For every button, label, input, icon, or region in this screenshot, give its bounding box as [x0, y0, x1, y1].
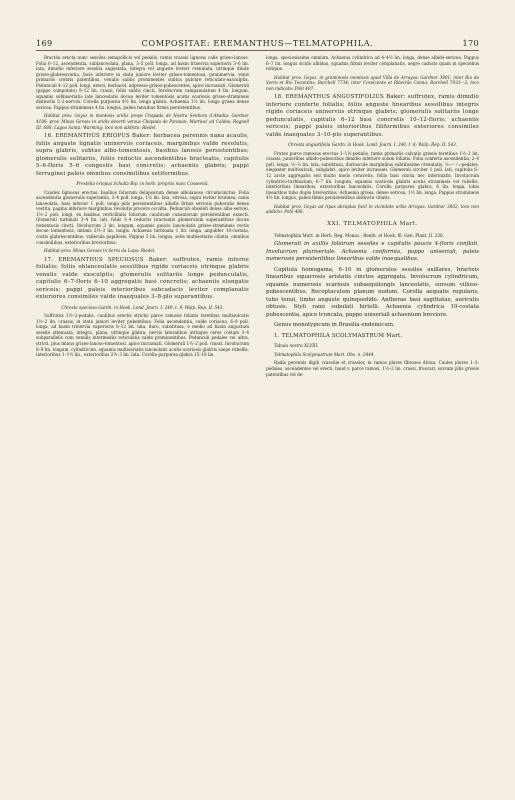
header-rule: [36, 50, 479, 51]
right-column-paragraph: Habitat prov. Goyaz, in graminosis montosis apud Villa de Arrayas: Gardner 3801; inter Rio da Serra et Rio Tocantins: Burchell 7734; inter Coralcante et Ribeirão Canna: Burchell 7933—2; loco non indicato: Pohl 407.: [266, 74, 479, 91]
left-column: [36, 55, 249, 767]
right-column-paragraph: Chresta angustifolia Gardn. in Hook. Lond. Journ. I. 240. t. 8; Walp. Rep. II. 543.: [287, 142, 458, 148]
right-column-paragraph: Radix perennis digiti crassitie et crassior, in ramos plures fibrosos divisa. Caules plures 1–2-pedales, ascendentes vel erecti, haud v. parce ramosi, 1½–2 lin. crassi, fruscari, sursum pilis griseis patentibus vel de-: [266, 360, 479, 377]
running-title: COMPOSITAE: EREMANTHUS—TELMATOPHILA.: [141, 38, 374, 48]
right-column-paragraph: longa, speciosissima omnium. Achaenia cylindrica ad 4–4½ lin. longa, dense albido-sericea. Pappus 6–7 lin. longus sicido albidus, squamis firmis leviter complanatis, aegre caducis quam in speciebus reliquis.: [266, 55, 479, 72]
right-column-paragraph: Capitula homogama, 6–10 in glomerulos sessiles axillares, bracteis linearibus squarrosis aristatis cinctos aggregata. Involucrum cylindricum, squamis numerosis scariosis subaequilongis lanceolatis, sursum villoso-pubescentibus. Receptaculum planum nudum. Corolla aequalis regularis, tubo tenui, limbo anguste quinquedido. Antherae basi sagittatae, auriculis obtusis. Styli rami subulati hirtelli. Achaenia cylindrica 10-costata pubescentia, apice truncata, pappo uniseriali achaenium breviore.: [266, 266, 479, 318]
right-column-paragraph: Tabula nostra XLVIII.: [274, 343, 319, 349]
right-column-paragraph: Frutex parce ramosus erectus 1–1½-pedalis, ramis primariis calvatis griseis teretibus 1½–2 lin. crassis, junioribus albido-pubescibus dimidio inferiore solum foliatis. Folia conferta ascendentia, 2–4 poll. longa, ½–⅔ lin. lata, subobtusa, duriuscule marginibus subtilissime crenulatis, ⅙—¹ ⁄ ₂-pedales, eleganter multisulcati, subglabri, apice leviter incrassati. Glomeruli circiter 1 poll. lati, capitulis 6–12 arcte aggregatis sed multo modo concretis, foliis basi cincta nec intermixtis. Involucrum cylindrico-turbinatum, 6–7 lin. longum, squamis scariosis glabris acutis stramineis vel rubellis, interioribus linearibus, exterioribus lanceolatis. Corolla purpurea glabra, 6 lin. longa, lobis linearibus tubo duplo brevioribus. Achaenia grisea, dense sericea, 1½ lin. longa. Pappus stramineus 4½ lin. longus, paleis fimiis persistentibus distincte ciliatis.: [266, 150, 479, 201]
right-column-paragraph: XXI. TELMATOPHILA Mart.: [327, 220, 418, 227]
right-column: [266, 55, 479, 767]
right-column-paragraph: Telmatophila Mart. in Herb. Reg. Monac.; Benth. et Hook. fil. Gen. Plant. II. 236.: [274, 232, 444, 238]
left-column-paragraph: 17. EREMANTHUS SPECIOSUS Baker: suffrutex, ramis inferne foliatis; foliis oblanceolatis sessilibus rigide coriaceis utrinque glabris venulis valde exsculptis; glomerulis solitariis longe pedunculatis, capitulis 6–7-floris 6–10 aggregatis basi concretis; achaeniis elongatis sericeis; pappi paleis interioribus subcadacis leviter complanatis exteriores consimiles valde inaequales 3–8-plo superantibus.: [36, 256, 249, 301]
page-number-right: 170: [462, 38, 479, 48]
right-column-paragraph: 1. TELMATOPHILA SCOLYMASTRUM Mart.: [274, 332, 403, 339]
left-column-paragraph: Bractéa erecta nunc sessiles semipollicis vel pedalis, ramis crassis lignosis calle griseo-lanoso. Folia 6–12, ascendentia, sublanceolata, plana, 3–5 poll. longa, ad basin trinervia superioris 3–6 lin. lata, dimidio inferiore sessilia angustata, integra vel anguste leviter crenulata, utrinque dilute griseo-glabrescentia, facie inferiore in statu juniore leviter griseo-tomentosa, penninervia, venis primariis crebris patentibus, venulis sublis prominentes subtus pulchre reticulato-exsculptis. Pedunculi 4–12 poll. longi, erecti, herbacei, adpresse griseo-pubescentes, apice incrassati. Glomeruli (pappo computato) 9–12 lin. crassi, foliis sublis cincti. Involucrum campanulatum 4 lin. longum, squamis subbiseriatis late lanceolatis docue leviter tomentosis acutis scariosis griseo-stramineis distinctis 3–2-nerviis. Corolla purpurea 4½ lin. longa glabra. Achaenia 1½ lin. longa grisea dense sericea. Pappus stramineus 4 lin. longus, paleis tenuibus firmis persistentibus.: [36, 55, 249, 110]
right-column-paragraph: Telmatophila Scolymastrum Mart. Obs. n. 2444.: [274, 351, 375, 357]
right-column-paragraph: Genus monotypicum in Brasilia endemicum.: [274, 322, 395, 329]
left-column-paragraph: Prestelia eriopus Schultz-Bip. in herb. propriis nunc Cosseenii.: [76, 181, 209, 187]
left-column-paragraph: Chresta speciosa Gardn. in Hook. Lond. Journ. I. 240. t. 9; Walp. Rep. II. 543.: [61, 304, 224, 310]
right-column-paragraph: Habitat prov. Goyaz ad ripas abruptas facil in vicinitate urbis Arrayas: Gardner 3802; loco non addicto: Pohl 406.: [266, 203, 479, 215]
right-column-paragraph: Glomeruli in axillis foliorum sessiles e capitulis paucis 4-floris conflati. Involucrum pluriseriale. Achaenia conformia, pappo uniseriali, paleis numerosis persistentibus linearibus valde inaequalibus.: [266, 241, 479, 263]
running-header: [36, 38, 479, 48]
page-number-left: 169: [36, 38, 53, 48]
left-column-paragraph: Habitat prov. Goyaz in montosis aridis prope Chapada de Nostra Senhora d’Abadia: Gardner 4186; prov. Minas Geraes in aridis deserti versus Chapada de Paranan: Martius! ad Caldas: Regnell III. 688; Lagoa Santa: Warming; loco non addicto: Riedel.: [36, 113, 249, 130]
right-column-paragraph: 18. EREMANTHUS ANGUSTIFOLIUS Baker: suffrutex, ramis dimidio inferiore conferte foliatis; foliis anguste linearibus sessilibus integris rigide coriaceis uninerviis utrinque glabris; glomerulis solitariis longe pedunculatis, capitulis 6–12 basi concretis 10–12-floris; achaeniis sericeis; pappi paleis interioribus filiformibus exteriores consimiles valde inaequales 3–10-plo superantibus.: [266, 94, 479, 138]
left-column-paragraph: 16. EREMANTHUS ERIOPUS Baker: herbacea perennis nana acaulis, foliis anguste lignatis uninerviis coriaceis, marginibus valde revolutis, supra glabris, subtus albo-tomentosis, basibus lanosis persistentibus; glomerulis solitariis, foliis reductis ascendentibus bracteatis, capitulis 5–6-floris 5–6 congestis basi concretis; achaeniis glabris; pappi ferruginei paleis omnibus consimilibus setiformibus.: [36, 133, 249, 177]
left-column-paragraph: Suffrutex 1½–2-pedalis, caulibus erectis strictis parce ramosis foliatis teretibus multisulcatis 1½–2 lin. crassis, in statu juniori leviter pubentibus. Folia ascendentia, valde coriacea, 6–9 poll. longa, ad basin trinervia superioris 8–12 lin. lata, duro, subobtusa, e medio ad basin angustum sessile attenuata, integra, plana, utrinque glabra, nervis lateralibus utrinque ceres costam 3–4 subparallelis cum venulis intermediis reticulatis valde prominentibus. Pedunculi pedales vel ultra, stricti, plus minus griseo-lanoso-tomentosi, apice incrassati. Glomeruli 1½–2 poll. crassi. Involucrum 8–9 lin. longum, cylindricum, squamis multiseriatis lanceolatis acutis scariosis glabris saepe rubellis, interioribus 1–1½ lin., exterioribus 2½–3 lin. lata. Corolla purpurea glabra 15–18 lin.: [36, 313, 249, 358]
left-column-paragraph: Caudex lignosus erectus, basibus foliorum delapsorum dense albolanoso circumcinctus. Folia ascendentia glomerulis superantia, 3–4 poll. longa, 1½ lin. lata, vitrosa, supra leviter brunnea, canis lanceolata, basi inferior 1 poll. longa pilis persistentibus albidis firmis sericeis puberulis dense vestita, pagina inferiore marginibus revolutis procera occulta. Pedunculi obsoleti dense albo-sericei, 1½–2 poll. longi, ex basibus verticillatis foliorum caudicum cuneatorum persistentibus exsecti. Glomeruli turbinati 3–4 lin. lati, foliis 3–4 reductis bracteatis glomerulum superantibus docue tomentosis cincti. Involucrum 3 lin. longum, squamis paucis lanceolatis griseo-stramineis rectis docue tomentosis, intimis 2½–3 lin. longis. Achaenia turbinata 1 lin. longa, angulifer 10-costata, costis glabrescentibus, vallecula papillosis. Pappus 2 lin. longus, setis multiseriatis ciliatis, omnibus consimilibus, exterioribus brevioribus.: [36, 189, 249, 245]
left-column-paragraph: Habitat prov. Minas Geraes in Serra da Lapa: Riedel.: [44, 248, 156, 254]
